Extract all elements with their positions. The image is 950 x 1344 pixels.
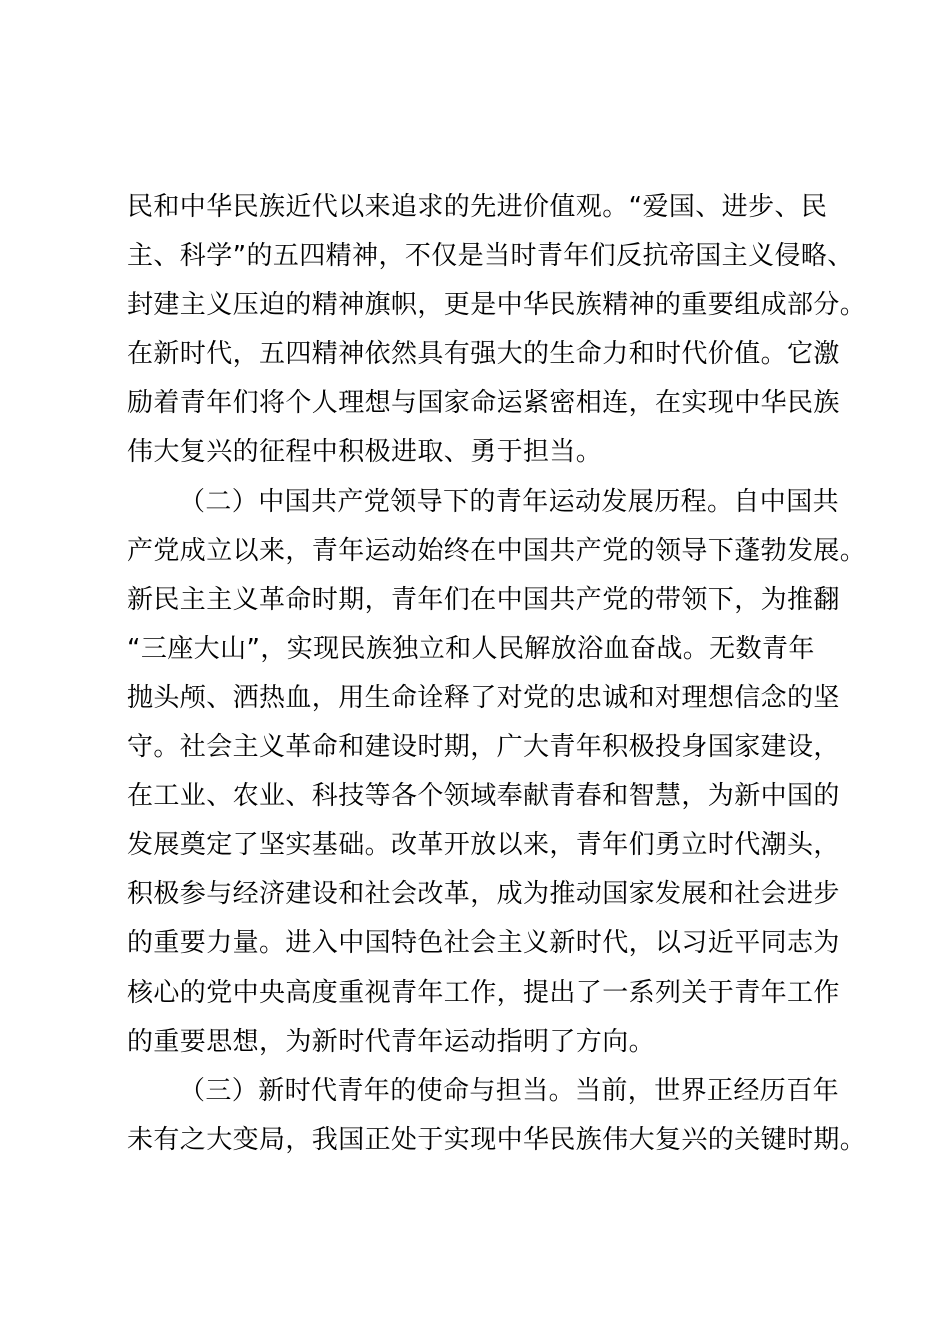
text-line: 的重要力量。进入中国特色社会主义新时代，以习近平同志为 [127,928,840,959]
section-heading-3: （三）新时代青年的使命与担当。当前，世界正经历百年 [179,1075,840,1106]
text-line: 核心的党中央高度重视青年工作，提出了一系列关于青年工作 [127,977,840,1008]
text-line: 民和中华民族近代以来追求的先进价值观。“爱国、进步、民 [127,192,828,222]
text-line: 未有之大变局，我国正处于实现中华民族伟大复兴的关键时期。 [127,1124,867,1155]
text-line: 励着青年们将个人理想与国家命运紧密相连，在实现中华民族 [127,388,840,419]
text-line: 主、科学”的五四精神，不仅是当时青年们反抗帝国主义侵略、 [127,241,854,272]
text-line: 封建主义压迫的精神旗帜，更是中华民族精神的重要组成部分。 [127,290,867,321]
text-line: 的重要思想，为新时代青年运动指明了方向。 [127,1026,656,1057]
text-line: 守。社会主义革命和建设时期，广大青年积极投身国家建设， [127,732,840,763]
section-heading-2: （二）中国共产党领导下的青年运动发展历程。自中国共 [179,486,840,517]
text-line: 伟大复兴的征程中积极进取、勇于担当。 [127,437,603,468]
text-line: 在新时代，五四精神依然具有强大的生命力和时代价值。它激 [127,339,840,370]
text-line: 抛头颅、洒热血，用生命诠释了对党的忠诚和对理想信念的坚 [127,682,840,713]
text-line: 积极参与经济建设和社会改革，成为推动国家发展和社会进步 [127,879,840,910]
text-line: 新民主主义革命时期，青年们在中国共产党的带领下，为推翻 [127,584,840,615]
text-line: 发展奠定了坚实基础。改革开放以来，青年们勇立时代潮头， [127,830,840,861]
text-line: “三座大山”，实现民族独立和人民解放浴血奋战。无数青年 [127,633,815,664]
text-line: 产党成立以来，青年运动始终在中国共产党的领导下蓬勃发展。 [127,535,867,566]
document-body [127,183,867,1165]
text-line: 在工业、农业、科技等各个领域奉献青春和智慧，为新中国的 [127,781,840,812]
